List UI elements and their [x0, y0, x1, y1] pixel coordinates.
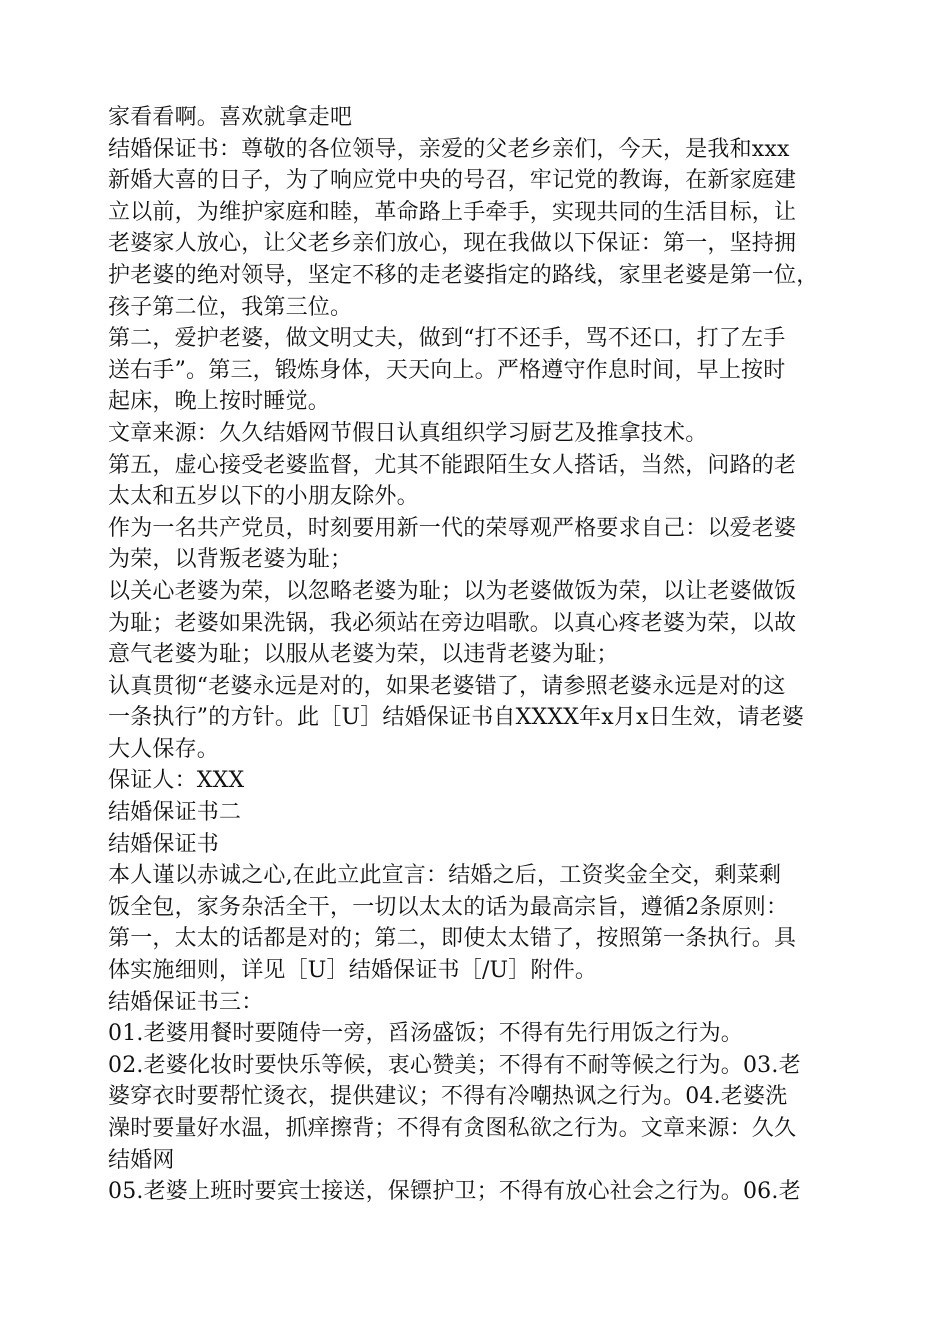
text-line: 护老婆的绝对领导，坚定不移的走老婆指定的路线，家里老婆是第一位， — [108, 262, 819, 288]
text-line: 认真贯彻“老婆永远是对的，如果老婆错了，请参照老婆永远是对的这 — [108, 673, 786, 699]
text-line: 第五，虚心接受老婆监督，尤其不能跟陌生女人搭话，当然，问路的老 — [108, 452, 797, 478]
text-line: 家看看啊。喜欢就拿走吧 — [108, 105, 353, 130]
text-line: 结婚保证书 — [108, 831, 220, 857]
text-line: 一条执行”的方针。此［U］结婚保证书自XXXX年x月x日生效，请老婆 — [108, 705, 805, 731]
text-line: 以关心老婆为荣，以忽略老婆为耻；以为老婆做饭为荣，以让老婆做饭 — [108, 578, 797, 604]
document-body — [108, 102, 848, 1208]
text-line: 太太和五岁以下的小朋友除外。 — [108, 484, 419, 510]
text-line: 作为一名共产党员，时刻要用新一代的荣辱观严格要求自己：以爱老婆 — [108, 515, 797, 541]
text-line: 结婚保证书三： — [108, 989, 264, 1015]
text-line: 05.老婆上班时要宾士接送，保镖护卫；不得有放心社会之行为。06.老 — [108, 1179, 801, 1205]
text-line: 起床，晚上按时睡觉。 — [108, 389, 331, 415]
text-line: 结婚网 — [108, 1147, 175, 1173]
text-line: 结婚保证书：尊敬的各位领导，亲爱的父老乡亲们，今天，是我和xxx — [108, 136, 790, 162]
text-line: 送右手”。第三，锻炼身体，天天向上。严格遵守作息时间，早上按时 — [108, 357, 786, 383]
text-line: 为耻；老婆如果洗锅，我必须站在旁边唱歌。以真心疼老婆为荣，以故 — [108, 610, 797, 636]
text-line: 本人谨以赤诚之心,在此立此宣言：结婚之后，工资奖金全交，剩菜剩 — [108, 863, 782, 889]
text-line: 新婚大喜的日子，为了响应党中央的号召，牢记党的教诲，在新家庭建 — [108, 168, 797, 194]
text-line: 02.老婆化妆时要快乐等候，衷心赞美；不得有不耐等候之行为。03.老 — [108, 1052, 801, 1078]
text-line: 第二，爱护老婆，做文明丈夫，做到“打不还手，骂不还口，打了左手 — [108, 326, 786, 352]
text-line: 大人保存。 — [108, 736, 220, 762]
text-line: 立以前，为维护家庭和睦，革命路上手牵手，实现共同的生活目标，让 — [108, 199, 797, 225]
text-line: 饭全包，家务杂活全干，一切以太太的话为最高宗旨，遵循2条原则： — [108, 894, 789, 920]
text-line: 婆穿衣时要帮忙烫衣，提供建议；不得有冷嘲热讽之行为。04.老婆洗 — [108, 1084, 788, 1110]
text-line: 01.老婆用餐时要随侍一旁，舀汤盛饭；不得有先行用饭之行为。 — [108, 1021, 743, 1047]
text-line: 为荣，以背叛老婆为耻； — [108, 547, 353, 573]
text-line: 孩子第二位，我第三位。 — [108, 294, 353, 320]
text-line: 意气老婆为耻；以服从老婆为荣，以违背老婆为耻； — [108, 642, 619, 668]
text-line: 文章来源：久久结婚网节假日认真组织学习厨艺及推拿技术。 — [108, 420, 708, 446]
text-line: 第一，太太的话都是对的；第二，即使太太错了，按照第一条执行。具 — [108, 926, 797, 952]
text-line: 老婆家人放心，让父老乡亲们放心，现在我做以下保证：第一，坚持拥 — [108, 231, 797, 257]
text-line: 体实施细则，详见［U］结婚保证书［/U］附件。 — [108, 958, 598, 984]
text-line: 保证人：XXX — [108, 768, 245, 794]
text-line: 结婚保证书二 — [108, 800, 242, 826]
text-line: 澡时要量好水温，抓痒擦背；不得有贪图私欲之行为。文章来源：久久 — [108, 1116, 797, 1141]
